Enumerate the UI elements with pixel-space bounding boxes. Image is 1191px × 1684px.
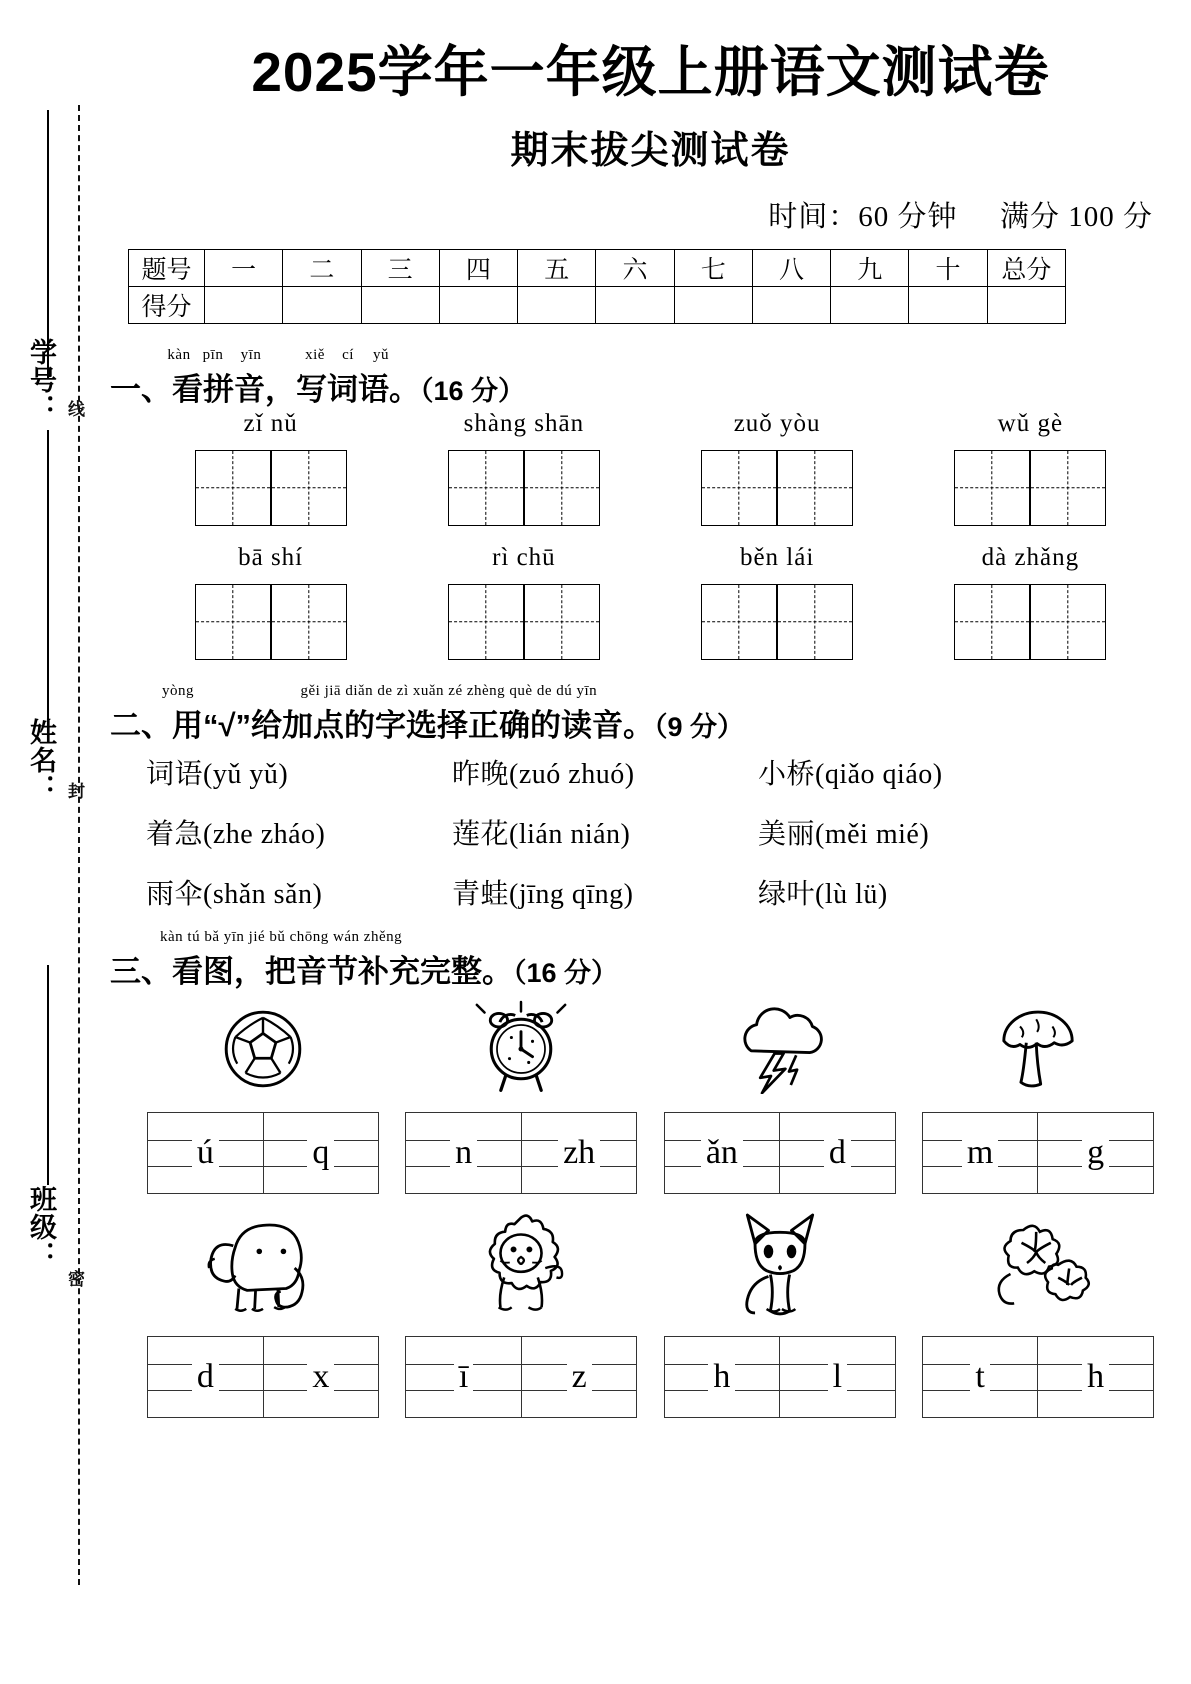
syllable-letter: m <box>962 1136 998 1170</box>
score-cell-4[interactable] <box>439 286 517 323</box>
syllable-letter: h <box>1082 1360 1109 1394</box>
score-col-1: 一 <box>205 249 283 286</box>
exam-total-score: 满分 100 分 <box>999 200 1153 233</box>
syllable-box[interactable] <box>664 1336 896 1418</box>
syllable-letter: zh <box>558 1136 600 1170</box>
section-two-items <box>110 752 1191 912</box>
word-pinyin: zǐ nǔ <box>243 409 298 437</box>
score-col-3: 三 <box>361 249 439 286</box>
elephant-icon <box>143 1204 383 1322</box>
choice-item[interactable] <box>146 812 452 852</box>
word-pinyin: shàng shān <box>463 409 585 437</box>
choice-item[interactable] <box>758 812 1064 852</box>
tianzige-grid[interactable] <box>448 450 600 526</box>
syllable-letter: ī <box>454 1360 473 1394</box>
syllable-box[interactable] <box>147 1336 379 1418</box>
score-col-2: 二 <box>283 249 361 286</box>
score-table <box>128 249 1066 324</box>
section-one-title: 一、看拼音，写词语。（16 分） <box>110 371 526 407</box>
syllable-letter: d <box>824 1136 851 1170</box>
write-word-item <box>684 544 870 660</box>
score-col-10: 十 <box>909 249 987 286</box>
choice-word: 美丽 <box>758 817 816 849</box>
syllable-letter: x <box>307 1360 334 1394</box>
syllable-letter: q <box>307 1136 334 1170</box>
section-two-title: 二、用“√”给加点的字选择正确的读音。（9 分） <box>110 707 745 743</box>
score-cell-5[interactable] <box>518 286 596 323</box>
page-title: 2025学年一年级上册语文测试卷 <box>251 41 1050 103</box>
score-cell-total[interactable] <box>987 286 1065 323</box>
page-subtitle: 期末拔尖测试卷 <box>510 129 791 172</box>
seal-dashed-line <box>78 105 80 1585</box>
lion-icon <box>401 1204 641 1322</box>
choice-item[interactable] <box>452 872 758 912</box>
choice-row <box>146 812 1191 852</box>
mushroom-icon <box>918 990 1158 1108</box>
tianzige-grid[interactable] <box>195 584 347 660</box>
write-word-item <box>684 410 870 526</box>
choice-options: (yǔ yǔ) <box>203 758 289 790</box>
score-col-total: 总分 <box>987 249 1065 286</box>
choice-word: 莲花 <box>452 817 510 849</box>
syllable-letter: t <box>970 1360 989 1394</box>
choice-options: (shǎn sǎn) <box>203 878 323 910</box>
section-two <box>110 682 1191 912</box>
write-word-item <box>431 410 617 526</box>
score-col-6: 六 <box>596 249 674 286</box>
section-three-pinyin: kàn tú bǎ yīn jié bǔ chōng wán zhěng <box>160 928 403 945</box>
choice-item[interactable] <box>758 872 1064 912</box>
flower-icon <box>918 1204 1158 1322</box>
section-one <box>110 346 1191 660</box>
word-pinyin: zuǒ yòu <box>733 409 821 437</box>
choice-options: (qiǎo qiáo) <box>815 758 943 790</box>
syllable-letter: ú <box>192 1136 219 1170</box>
syllable-box[interactable] <box>664 1112 896 1194</box>
tianzige-grid[interactable] <box>195 450 347 526</box>
syllable-letter: l <box>828 1360 847 1394</box>
tianzige-grid[interactable] <box>448 584 600 660</box>
syllable-letter: h <box>708 1360 735 1394</box>
word-pinyin: bā shí <box>238 543 304 571</box>
syllable-box[interactable] <box>405 1336 637 1418</box>
section-three-syllable-row-2 <box>110 1336 1191 1418</box>
choice-word: 小桥 <box>758 757 816 789</box>
score-cell-3[interactable] <box>361 286 439 323</box>
choice-item[interactable] <box>758 752 1064 792</box>
soccer-ball-icon <box>143 990 383 1108</box>
syllable-letter: d <box>192 1360 219 1394</box>
section-three-picture-row-1 <box>110 990 1191 1108</box>
score-col-5: 五 <box>518 249 596 286</box>
choice-options: (lián nián) <box>509 818 631 850</box>
field-label-class: 班级： <box>26 1185 56 1269</box>
choice-word: 昨晚 <box>452 757 510 789</box>
seal-word-feng: 封 <box>65 782 84 801</box>
score-cell-6[interactable] <box>596 286 674 323</box>
choice-word: 绿叶 <box>758 877 816 909</box>
tianzige-grid[interactable] <box>954 450 1106 526</box>
choice-word: 青蛙 <box>452 877 510 909</box>
section-three <box>110 928 1191 1418</box>
word-pinyin: dà zhǎng <box>981 543 1080 571</box>
syllable-box[interactable] <box>405 1112 637 1194</box>
alarm-clock-icon <box>401 990 641 1108</box>
syllable-letter: z <box>567 1360 592 1394</box>
choice-row <box>146 752 1191 792</box>
section-two-pinyin <box>110 683 1191 700</box>
choice-options: (zhe zháo) <box>203 818 326 850</box>
choice-row <box>146 872 1191 912</box>
score-col-9: 九 <box>831 249 909 286</box>
word-pinyin: běn lái <box>739 543 815 571</box>
choice-word: 词语 <box>146 757 204 789</box>
tianzige-grid[interactable] <box>701 450 853 526</box>
syllable-letter: ǎn <box>701 1136 743 1170</box>
syllable-box[interactable] <box>922 1336 1154 1418</box>
section-one-pinyin: kàn pīn yīn xiě cí yǔ <box>167 346 389 363</box>
choice-word: 着急 <box>146 817 204 849</box>
fox-icon <box>660 1204 900 1322</box>
choice-word: 雨伞 <box>146 877 204 909</box>
choice-options: (měi mié) <box>815 818 930 850</box>
score-col-4: 四 <box>439 249 517 286</box>
seal-word-mi: 密 <box>65 1270 84 1289</box>
section-one-row-1 <box>110 410 1191 526</box>
field-label-student-number: 学号： <box>26 338 56 422</box>
section-three-picture-row-2 <box>110 1204 1191 1332</box>
section-three-title: 三、看图，把音节补充完整。（16 分） <box>110 953 619 989</box>
choice-item[interactable] <box>146 872 452 912</box>
choice-item[interactable] <box>146 752 452 792</box>
score-cell-9[interactable] <box>831 286 909 323</box>
word-pinyin: rì chū <box>492 543 556 571</box>
name-rule <box>47 430 49 720</box>
section-one-row-2 <box>110 544 1191 660</box>
section-three-syllable-row-1 <box>110 1112 1191 1194</box>
write-word-item <box>178 544 364 660</box>
class-rule <box>47 965 49 1185</box>
score-col-7: 七 <box>674 249 752 286</box>
section-two-pinyin-right: gěi jiā diǎn de zì xuǎn zé zhèng què de dú yīn <box>300 682 598 699</box>
score-table-row-label-0: 题号 <box>129 249 205 286</box>
syllable-letter: g <box>1082 1136 1109 1170</box>
score-table-header-row <box>129 249 1066 286</box>
score-cell-10[interactable] <box>909 286 987 323</box>
write-word-item <box>431 544 617 660</box>
choice-item[interactable] <box>452 812 758 852</box>
choice-options: (lù lü) <box>815 878 888 910</box>
exam-time: 时间：60 分钟 <box>768 200 958 233</box>
choice-item[interactable] <box>452 752 758 792</box>
tianzige-grid[interactable] <box>954 584 1106 660</box>
exam-paper <box>110 0 1191 1684</box>
score-cell-7[interactable] <box>674 286 752 323</box>
seal-word-xian: 线 <box>65 400 84 419</box>
score-cell-1[interactable] <box>205 286 283 323</box>
write-word-item <box>178 410 364 526</box>
section-two-pinyin-left: yòng <box>162 682 194 699</box>
score-col-8: 八 <box>752 249 830 286</box>
seal-sidebar <box>0 0 110 1684</box>
word-pinyin: wǔ gè <box>997 409 1064 437</box>
score-table-row-label-1: 得分 <box>129 286 205 323</box>
score-cell-8[interactable] <box>752 286 830 323</box>
tianzige-grid[interactable] <box>701 584 853 660</box>
syllable-box[interactable] <box>147 1112 379 1194</box>
thunder-cloud-icon <box>660 990 900 1108</box>
score-cell-2[interactable] <box>283 286 361 323</box>
score-table-value-row <box>129 286 1066 323</box>
choice-options: (zuó zhuó) <box>509 758 635 790</box>
syllable-letter: n <box>450 1136 477 1170</box>
field-label-name: 姓名： <box>26 718 56 802</box>
write-word-item <box>937 410 1123 526</box>
syllable-box[interactable] <box>922 1112 1154 1194</box>
write-word-item <box>937 544 1123 660</box>
exam-meta <box>110 194 1191 235</box>
choice-options: (jīng qīng) <box>509 878 634 910</box>
